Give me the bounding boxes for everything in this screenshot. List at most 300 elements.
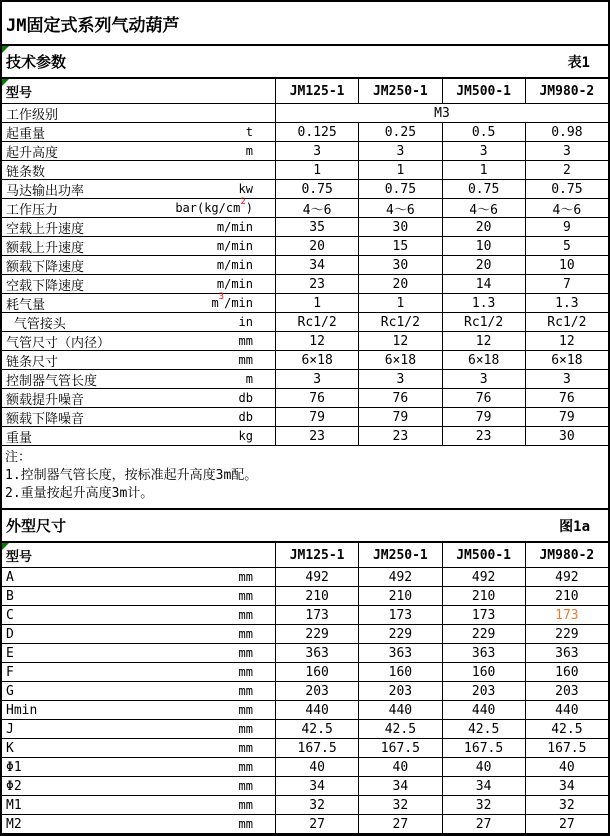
- row-label-cell: [2, 587, 275, 605]
- value-cell: [275, 758, 358, 776]
- unit-text: t: [245, 125, 253, 139]
- value-cell: [442, 587, 525, 605]
- cell-value: 0.75: [384, 181, 417, 197]
- row-label: 气管尺寸（内径）: [6, 335, 111, 351]
- table-row: [2, 701, 608, 720]
- unit-text: in: [238, 315, 253, 329]
- cell-value: 34: [309, 778, 325, 794]
- value-cell: [442, 625, 525, 643]
- value-cell: [358, 758, 441, 776]
- value-cell: [275, 815, 358, 833]
- unit-label: [239, 627, 275, 641]
- value-cell: [525, 587, 608, 605]
- cell-value: 23: [309, 276, 325, 292]
- cell-value: 210: [388, 588, 413, 604]
- cell-value: 440: [555, 702, 579, 718]
- cell-value: 203: [388, 683, 413, 699]
- value-cell: [358, 313, 441, 331]
- row-label: 控制器气管长度: [6, 373, 98, 389]
- model-name: JM500-1: [456, 83, 512, 99]
- cell-value: 229: [471, 626, 496, 642]
- cell-value: 10: [475, 238, 492, 254]
- cell-value: 440: [471, 702, 496, 718]
- value-cell: [275, 427, 358, 445]
- unit-text: db: [238, 391, 253, 405]
- cell-value: 34: [475, 778, 492, 794]
- row-label-cell: [2, 370, 275, 388]
- row-label: K: [6, 740, 14, 756]
- value-cell: [358, 427, 441, 445]
- cell-value: 20: [392, 276, 409, 292]
- cell-value: 6×18: [551, 352, 583, 368]
- value-cell: [275, 161, 358, 179]
- unit-label: [239, 665, 275, 679]
- row-label-cell: [2, 682, 275, 700]
- cell-value: 167.5: [380, 740, 420, 756]
- row-label-cell: [2, 351, 275, 369]
- table-row: [2, 370, 608, 389]
- cell-value: 0.75: [301, 181, 333, 197]
- cell-value: 76: [392, 390, 409, 406]
- unit-label: [217, 239, 275, 253]
- value-cell: [275, 256, 358, 274]
- value-cell: [442, 313, 525, 331]
- value-cell: [525, 720, 608, 738]
- unit-label: [239, 315, 275, 329]
- cell-value: 6×18: [467, 352, 500, 368]
- unit-label: [239, 817, 275, 831]
- model-name: JM980-2: [539, 83, 595, 99]
- cell-value: 229: [305, 626, 329, 642]
- row-label-cell: [2, 568, 275, 586]
- unit-text: mm: [238, 760, 253, 774]
- value-cell: [442, 568, 525, 586]
- row-label: A: [6, 569, 14, 585]
- cell-value: 3: [313, 371, 322, 387]
- row-label-cell: [2, 796, 275, 814]
- value-cell: [525, 663, 608, 681]
- row-label: Φ2: [6, 778, 22, 794]
- cell-value: 12: [559, 333, 575, 349]
- value-cell: [358, 701, 441, 719]
- cell-value: 492: [305, 569, 329, 585]
- value-cell: [442, 180, 525, 198]
- row-label-cell: [2, 644, 275, 662]
- model-name: JM980-2: [539, 547, 595, 563]
- value-cell: [525, 777, 608, 795]
- cell-value: 32: [392, 797, 409, 813]
- cell-value: 440: [388, 702, 413, 718]
- table-row: [2, 625, 608, 644]
- cell-error-marker-icon: [2, 543, 9, 550]
- unit-label: [239, 410, 275, 424]
- unit-text: m: [245, 372, 253, 386]
- value-cell: [275, 370, 358, 388]
- tech-section-heading: 技术参数: [6, 53, 67, 71]
- value-cell: [275, 720, 358, 738]
- dims-section-tag: 图1a: [559, 518, 590, 535]
- cell-value: 40: [475, 759, 492, 775]
- value-cell: [525, 294, 608, 312]
- row-label: C: [6, 607, 14, 623]
- table-row: [2, 294, 608, 313]
- unit-label: [175, 197, 275, 215]
- cell-value: 42.5: [551, 721, 583, 737]
- value-cell: [358, 332, 441, 350]
- value-cell: [525, 408, 608, 426]
- page-title-row: [2, 2, 608, 46]
- cell-value: 34: [392, 778, 409, 794]
- value-cell: [275, 275, 358, 293]
- table-row: [2, 123, 608, 142]
- cell-value: 40: [309, 759, 325, 775]
- unit-text: mm: [238, 779, 253, 793]
- cell-value: 79: [392, 409, 409, 425]
- cell-value: 42.5: [384, 721, 417, 737]
- row-label: M2: [6, 816, 22, 832]
- value-cell: [442, 701, 525, 719]
- unit-label: [246, 372, 275, 386]
- value-cell: [358, 682, 441, 700]
- row-label: 重量: [6, 430, 33, 446]
- tech-table-header-row: [2, 79, 608, 104]
- table-row: [2, 568, 608, 587]
- value-cell: [442, 644, 525, 662]
- value-cell: [525, 123, 608, 141]
- value-cell: [358, 389, 441, 407]
- value-cell: [275, 313, 358, 331]
- value-cell: [525, 606, 608, 624]
- row-label-cell: [2, 180, 275, 198]
- value-cell: [525, 427, 608, 445]
- table-row: [2, 777, 608, 796]
- model-header-cell: [442, 79, 525, 103]
- row-label: M1: [6, 797, 22, 813]
- row-label: F: [6, 664, 14, 680]
- cell-value: 3: [396, 371, 405, 387]
- unit-text: mm: [238, 627, 253, 641]
- table-row: [2, 606, 608, 625]
- row-label: B: [6, 588, 14, 604]
- unit-text: m: [211, 296, 219, 310]
- value-cell: [358, 218, 441, 236]
- unit-label: [239, 589, 275, 603]
- row-label: E: [6, 645, 14, 661]
- cell-value: 160: [471, 664, 496, 680]
- unit-text: mm: [238, 817, 253, 831]
- unit-label: [217, 258, 275, 272]
- row-label: 链条尺寸: [6, 354, 59, 370]
- cell-value: 173: [555, 607, 579, 623]
- cell-value: 12: [392, 333, 409, 349]
- table-row: [2, 389, 608, 408]
- cell-value: 1: [396, 295, 405, 311]
- value-cell: [275, 568, 358, 586]
- cell-value: 0.75: [467, 181, 500, 197]
- value-cell: [358, 777, 441, 795]
- cell-value: 42.5: [301, 721, 333, 737]
- value-cell: [275, 587, 358, 605]
- table-row: [2, 815, 608, 834]
- model-name: JM250-1: [372, 83, 428, 99]
- dims-section-heading-row: [2, 510, 608, 543]
- cell-value: 30: [559, 428, 575, 444]
- value-cell: [525, 370, 608, 388]
- cell-value: 23: [475, 428, 492, 444]
- cell-value: 34: [559, 778, 575, 794]
- cell-value: 23: [392, 428, 409, 444]
- cell-value: 160: [555, 664, 579, 680]
- table-row: [2, 758, 608, 777]
- unit-superscript: 2: [240, 197, 246, 207]
- value-cell: [275, 625, 358, 643]
- row-label: 链条数: [6, 164, 46, 180]
- value-cell: [358, 180, 441, 198]
- table-row: [2, 237, 608, 256]
- unit-label: [217, 220, 275, 234]
- value-cell: [275, 218, 358, 236]
- unit-label: [239, 684, 275, 698]
- value-cell: [442, 758, 525, 776]
- value-cell: [525, 199, 608, 217]
- value-cell: [525, 389, 608, 407]
- table-row: [2, 161, 608, 180]
- unit-text: kw: [238, 182, 253, 196]
- value-cell: [442, 161, 525, 179]
- unit-label: [239, 353, 275, 367]
- value-cell: [525, 625, 608, 643]
- row-label-cell: [2, 218, 275, 236]
- cell-value: 1: [479, 162, 488, 178]
- row-label-cell: [2, 199, 275, 217]
- cell-value: 27: [559, 816, 575, 832]
- value-cell: [358, 351, 441, 369]
- cell-value: 32: [309, 797, 325, 813]
- row-label: 额载下降速度: [6, 259, 85, 275]
- model-header-cell: [358, 79, 441, 103]
- row-label: 空载上升速度: [6, 221, 85, 237]
- value-cell: [275, 123, 358, 141]
- value-cell: [358, 294, 441, 312]
- unit-text: mm: [238, 703, 253, 717]
- value-cell: [442, 720, 525, 738]
- cell-value: Rc1/2: [547, 314, 587, 330]
- model-header-cell: [358, 543, 441, 567]
- value-cell: [525, 332, 608, 350]
- value-cell: [525, 313, 608, 331]
- cell-value: 3: [396, 143, 405, 159]
- unit-text: db: [238, 410, 253, 424]
- cell-value: 23: [309, 428, 325, 444]
- model-name: JM500-1: [456, 547, 512, 563]
- value-cell: [275, 796, 358, 814]
- value-cell: [358, 199, 441, 217]
- row-label-cell: [2, 389, 275, 407]
- cell-value: 76: [475, 390, 492, 406]
- unit-text: ): [245, 201, 253, 215]
- unit-text: mm: [238, 665, 253, 679]
- cell-value: 20: [309, 238, 325, 254]
- value-cell: [442, 663, 525, 681]
- cell-value: 32: [475, 797, 492, 813]
- cell-value: 34: [309, 257, 325, 273]
- cell-value: 30: [392, 219, 409, 235]
- row-label-cell: [2, 701, 275, 719]
- cell-value: 210: [471, 588, 496, 604]
- value-cell: [442, 796, 525, 814]
- note-line: 1.控制器气管长度，按标准起升高度3m配。: [5, 468, 258, 483]
- cell-value: 27: [309, 816, 325, 832]
- model-label-cell: [2, 79, 275, 103]
- row-label-cell: [2, 663, 275, 681]
- value-cell: [275, 663, 358, 681]
- value-cell: [442, 256, 525, 274]
- page-title: JM固定式系列气动葫芦: [6, 15, 180, 36]
- cell-value: 203: [471, 683, 496, 699]
- cell-value: 4～6: [552, 202, 582, 218]
- table-row: [2, 218, 608, 237]
- unit-text: mm: [238, 741, 253, 755]
- value-cell: [358, 256, 441, 274]
- table-row: [2, 275, 608, 294]
- unit-text: mm: [238, 722, 253, 736]
- row-label: 额载上升速度: [6, 240, 85, 256]
- cell-value: 4～6: [386, 202, 415, 218]
- work-grade-value: M3: [434, 105, 450, 121]
- cell-value: 79: [475, 409, 492, 425]
- model-header-cell: [525, 79, 608, 103]
- value-cell: [525, 351, 608, 369]
- unit-text: mm: [238, 353, 253, 367]
- cell-value: 363: [388, 645, 413, 661]
- table-row: [2, 739, 608, 758]
- value-cell: [358, 739, 441, 757]
- value-cell: [442, 370, 525, 388]
- model-header-cell: [525, 543, 608, 567]
- note-line: 注：: [5, 450, 32, 465]
- row-label-cell: [2, 313, 275, 331]
- cell-value: 167.5: [297, 740, 337, 756]
- value-cell: [442, 199, 525, 217]
- value-cell: [275, 142, 358, 160]
- cell-value: 35: [309, 219, 325, 235]
- row-label: 起重量: [6, 126, 46, 142]
- cell-value: 363: [471, 645, 496, 661]
- value-cell: [442, 123, 525, 141]
- cell-error-marker-icon: [2, 79, 9, 86]
- cell-value: 492: [388, 569, 413, 585]
- cell-value: 12: [475, 333, 492, 349]
- row-label-cell: [2, 739, 275, 757]
- value-cell: [358, 720, 441, 738]
- cell-value: 20: [475, 257, 492, 273]
- unit-label: [246, 144, 275, 158]
- cell-value: 0.98: [551, 124, 583, 140]
- cell-value: 0.125: [297, 124, 337, 140]
- cell-value: 9: [562, 219, 571, 235]
- value-cell: [525, 180, 608, 198]
- row-label: 马达输出功率: [6, 183, 85, 199]
- tech-table-body: [2, 123, 608, 446]
- unit-label: [239, 760, 275, 774]
- cell-value: 492: [471, 569, 496, 585]
- unit-superscript: 3: [218, 292, 225, 302]
- table-row: [2, 427, 608, 446]
- row-label-cell: [2, 256, 275, 274]
- value-cell: [525, 682, 608, 700]
- model-label-cell: [2, 543, 275, 567]
- value-cell: [442, 408, 525, 426]
- value-cell: [525, 796, 608, 814]
- unit-label: [239, 779, 275, 793]
- value-cell: [275, 606, 358, 624]
- unit-text: m/min: [216, 220, 253, 234]
- value-cell: [275, 644, 358, 662]
- cell-value: Rc1/2: [464, 314, 504, 330]
- table-row: [2, 142, 608, 161]
- row-label-cell: [2, 332, 275, 350]
- cell-value: 1: [313, 162, 322, 178]
- value-cell: [358, 644, 441, 662]
- cell-value: 15: [392, 238, 409, 254]
- value-cell: [358, 161, 441, 179]
- unit-text: m/min: [216, 277, 253, 291]
- unit-label: [239, 608, 275, 622]
- work-grade-row: [2, 104, 608, 123]
- cell-value: 6×18: [301, 352, 333, 368]
- value-cell: [442, 351, 525, 369]
- cell-value: 3: [479, 143, 488, 159]
- unit-label: [217, 277, 275, 291]
- cell-value: 3: [562, 143, 571, 159]
- unit-label: [239, 646, 275, 660]
- cell-value: 6×18: [384, 352, 417, 368]
- row-label: 额载提升噪音: [6, 392, 85, 408]
- value-cell: [275, 701, 358, 719]
- cell-value: 210: [555, 588, 579, 604]
- row-label-cell: [2, 408, 275, 426]
- unit-label: [239, 741, 275, 755]
- value-cell: [275, 199, 358, 217]
- row-label: Φ1: [6, 759, 22, 775]
- value-cell: [442, 237, 525, 255]
- unit-text: kg: [238, 429, 253, 443]
- table-row: [2, 587, 608, 606]
- model-label: 型号: [6, 85, 33, 101]
- cell-value: 76: [309, 390, 325, 406]
- value-cell: [442, 739, 525, 757]
- value-cell: [442, 218, 525, 236]
- dims-table-body: [2, 568, 608, 834]
- unit-text: mm: [238, 570, 253, 584]
- cell-value: 229: [555, 626, 579, 642]
- cell-error-marker-icon: [2, 46, 9, 53]
- cell-value: 32: [559, 797, 575, 813]
- value-cell: [275, 180, 358, 198]
- model-name: JM125-1: [289, 83, 345, 99]
- cell-value: 20: [475, 219, 492, 235]
- value-cell: [525, 644, 608, 662]
- cell-value: 7: [562, 276, 571, 292]
- cell-value: 14: [475, 276, 492, 292]
- cell-value: 0.75: [551, 181, 583, 197]
- value-cell: [442, 142, 525, 160]
- value-cell: [358, 815, 441, 833]
- value-cell: [358, 625, 441, 643]
- cell-value: 40: [559, 759, 575, 775]
- value-cell: [525, 568, 608, 586]
- row-label-cell: [2, 123, 275, 141]
